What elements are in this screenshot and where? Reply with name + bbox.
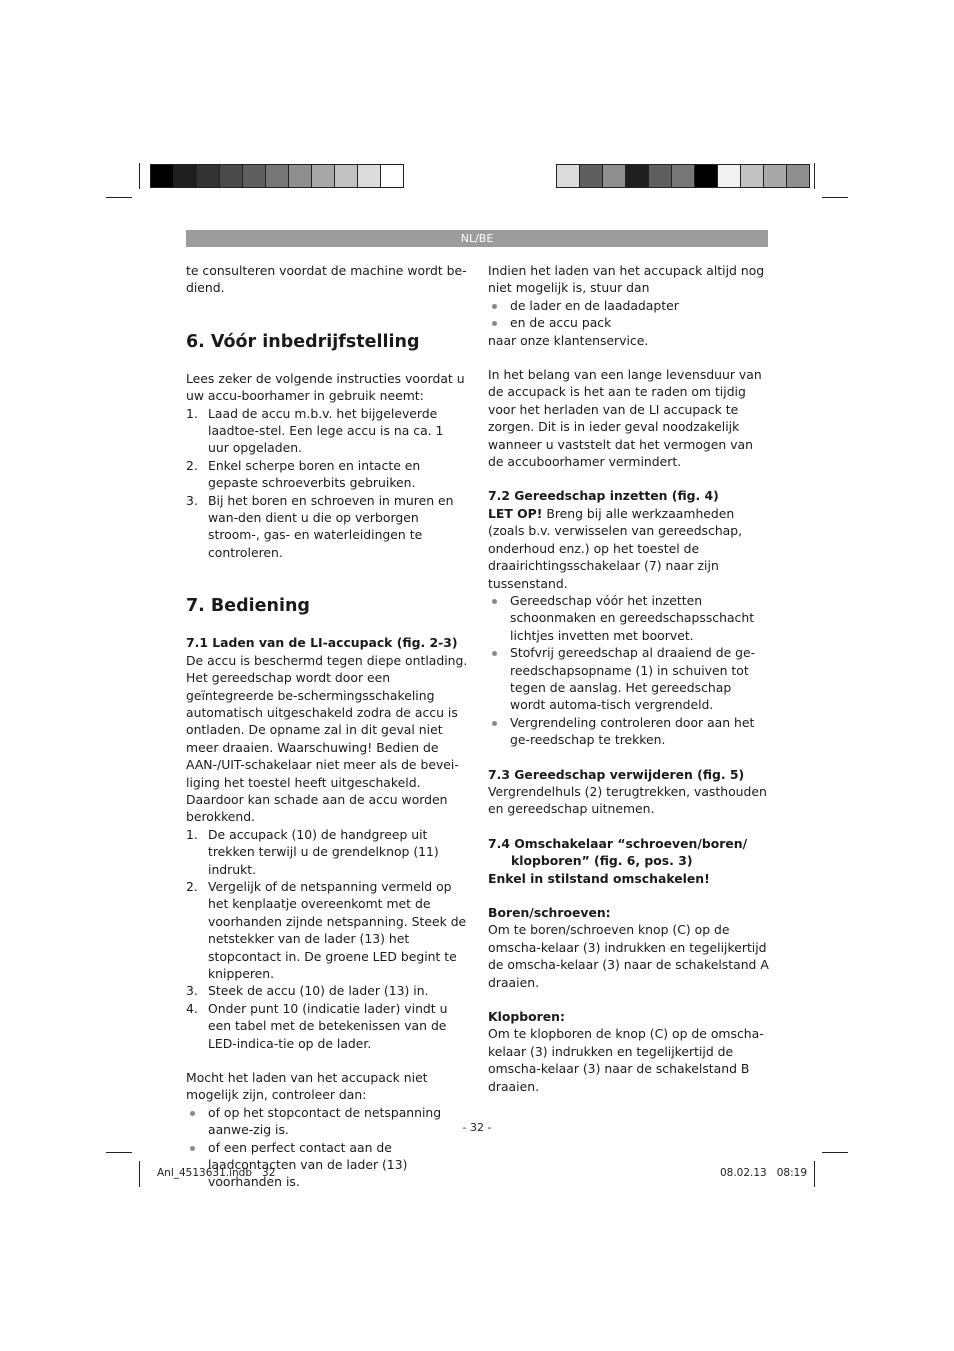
color-swatch — [695, 165, 718, 187]
color-swatch — [289, 165, 312, 187]
color-swatch — [718, 165, 741, 187]
paragraph: In het belang van een lange levensduur van de accupack is het aan te raden om tijdig voor het herladen van de LI accupack te zorgen. Dit is in ieder geval noodzakelijk wanneer u vaststelt dat het vermogen van de accuboorhamer vermindert. — [488, 367, 762, 470]
color-swatch — [626, 165, 649, 187]
crop-mark — [822, 1152, 848, 1153]
color-swatch — [787, 165, 809, 187]
klopboren-heading: Klopboren: — [488, 1009, 565, 1025]
color-swatch — [580, 165, 603, 187]
paragraph: Indien het laden van het accupack altijd nog niet mogelijk is, stuur dan — [488, 263, 765, 296]
bullet-item: Stofvrij gereedschap al draaiend de ge-reedschapsopname (1) in schuiven tot tegen de aanslag. Het gereedschap wordt automa-tisch vergrendeld. — [488, 644, 770, 714]
list-item: 1. Laad de accu m.b.v. het bijgeleverde laadtoe-stel. Een lege accu is na ca. 1 uur opgeladen. — [186, 405, 444, 456]
language-header-band — [186, 230, 768, 247]
bullet-item: Vergrendeling controleren door aan het ge-reedschap te trekken. — [488, 714, 770, 749]
color-calibration-bar-left — [150, 164, 404, 188]
color-swatch — [381, 165, 403, 187]
bullet-item: de lader en de laadadapter — [488, 297, 770, 314]
color-swatch — [649, 165, 672, 187]
bullet-icon — [190, 1111, 195, 1116]
bullet-icon — [492, 651, 497, 656]
color-swatch — [672, 165, 695, 187]
list-item: 4. Onder punt 10 (indicatie lader) vindt u een tabel met de betekenissen van de LED-indica-tie op de lader. — [186, 1000, 448, 1051]
crop-mark — [139, 163, 140, 189]
bullet-item: en de accu pack — [488, 314, 770, 331]
paragraph: Om te boren/schroeven knop (C) op de omscha-kelaar (3) indrukken en tegelijkertijd de omscha-kelaar (3) naar de schakelstand A draaien. — [488, 922, 769, 990]
crop-mark — [139, 1161, 140, 1187]
color-swatch — [764, 165, 787, 187]
subsection-7-4-heading: 7.4 Omschakelaar “schroeven/boren/ — [488, 835, 748, 851]
check-intro: Mocht het laden van het accupack niet mogelijk zijn, controleer dan: — [186, 1070, 428, 1103]
crop-mark — [106, 197, 132, 198]
left-column — [186, 262, 468, 1191]
switch-note: Enkel in stilstand omschakelen! — [488, 870, 710, 886]
subsection-7-4-heading-cont: klopboren” (fig. 6, pos. 3) — [511, 853, 693, 869]
color-swatch — [603, 165, 626, 187]
color-swatch — [335, 165, 358, 187]
boren-heading: Boren/schroeven: — [488, 905, 611, 920]
list-item: 1. De accupack (10) de handgreep uit trekken terwijl u de grendelknop (11) indrukt. — [186, 826, 439, 877]
color-swatch — [557, 165, 580, 187]
color-swatch — [151, 165, 174, 187]
color-swatch — [741, 165, 764, 187]
crop-mark — [814, 1161, 815, 1187]
paragraph: Vergrendelhuls (2) terugtrekken, vasthouden en gereedschap uitnemen. — [488, 783, 767, 817]
list-item: 2. Vergelijk of de netspanning vermeld op het kenplaatje overeenkomt met de voorhanden zijnde netspanning. Steek de netstekker van de lader (13) het stopcontact in. De groene LED begint te knipperen. — [186, 878, 467, 981]
color-swatch — [312, 165, 335, 187]
bullet-icon — [492, 304, 497, 309]
bullet-item: of op het stopcontact de netspanning aanwe-zig is. — [186, 1104, 468, 1139]
list-item: 2. Enkel scherpe boren en intacte en gepaste schroeverbits gebruiken. — [186, 457, 421, 491]
section-7-heading: 7. Bediening — [186, 596, 310, 617]
crop-mark — [106, 1152, 132, 1153]
subsection-7-2-heading: 7.2 Gereedschap inzetten (fig. 4) — [488, 488, 719, 504]
color-swatch — [197, 165, 220, 187]
crop-mark — [814, 163, 815, 189]
subsection-7-1-paragraph: De accu is beschermd tegen diepe ontlading. Het gereedschap wordt door een geïntegreerde be-schermingsschakeling automatisch uitgeschakeld zodra de accu is ontladen. De opname zal in dit geval niet meer draaien. Waarschuwing! Bedien de AAN-/UIT-schakelaar niet meer als de bevei-liging het toestel heeft uitgeschakeld. Daardoor kan schade aan de accu worden berokkend. — [186, 652, 468, 825]
bullet-icon — [492, 721, 497, 726]
paragraph: naar onze klantenservice. — [488, 332, 649, 348]
bullet-item: Gereedschap vóór het inzetten schoonmaken en gereedschapsschacht lichtjes invetten met boorvet. — [488, 592, 770, 644]
page-number: - 32 - — [462, 1121, 492, 1134]
color-swatch — [174, 165, 197, 187]
list-item: 3. Steek de accu (10) de lader (13) in. — [186, 983, 429, 999]
bullet-icon — [190, 1146, 195, 1151]
bullet-icon — [492, 599, 497, 604]
charging-steps-list — [186, 826, 468, 1052]
section-6-list — [186, 405, 468, 562]
color-swatch — [220, 165, 243, 187]
bullet-icon — [492, 321, 497, 326]
right-column — [488, 262, 770, 1095]
color-calibration-bar-right — [556, 164, 810, 188]
section-6-heading: 6. Vóór inbedrijfstelling — [186, 331, 420, 352]
list-item: 3. Bij het boren en schroeven in muren en wan-den dient u die op verborgen stroom-, gas- en waterleidingen te controleren. — [186, 492, 454, 560]
crop-mark — [822, 197, 848, 198]
subsection-7-1-heading: 7.1 Laden van de LI-accupack (fig. 2-3) — [186, 635, 458, 651]
subsection-7-3-heading: 7.3 Gereedschap verwijderen (fig. 5) — [488, 766, 745, 782]
print-date: 08.02.13 08:19 — [719, 1167, 807, 1179]
language-code: NL/BE — [460, 232, 494, 245]
continued-text: te consulteren voordat de machine wordt be-diend. — [186, 263, 467, 296]
color-swatch — [358, 165, 381, 187]
warning-paragraph: LET OP! Breng bij alle werkzaamheden (zoals b.v. verwisselen van gereedschap, onderhoud enz.) op het toestel de draairichtingsschakelaar (7) naar zijn tussenstand. — [488, 505, 743, 591]
warning-label: LET OP! — [488, 505, 543, 521]
color-swatch — [243, 165, 266, 187]
paragraph: Om te klopboren de knop (C) op de omscha-kelaar (3) indrukken en tegelijkertijd de omscha-kelaar (3) naar de schakelstand B draaien. — [488, 1026, 764, 1094]
color-swatch — [266, 165, 289, 187]
file-name: Anl_4513631.indb 32 — [157, 1167, 276, 1179]
section-6-intro: Lees zeker de volgende instructies voordat u uw accu-boorhamer in gebruik neemt: — [186, 370, 465, 404]
bullet-item: of een perfect contact aan de laadcontacten van de lader (13) voorhanden is. — [186, 1139, 468, 1191]
